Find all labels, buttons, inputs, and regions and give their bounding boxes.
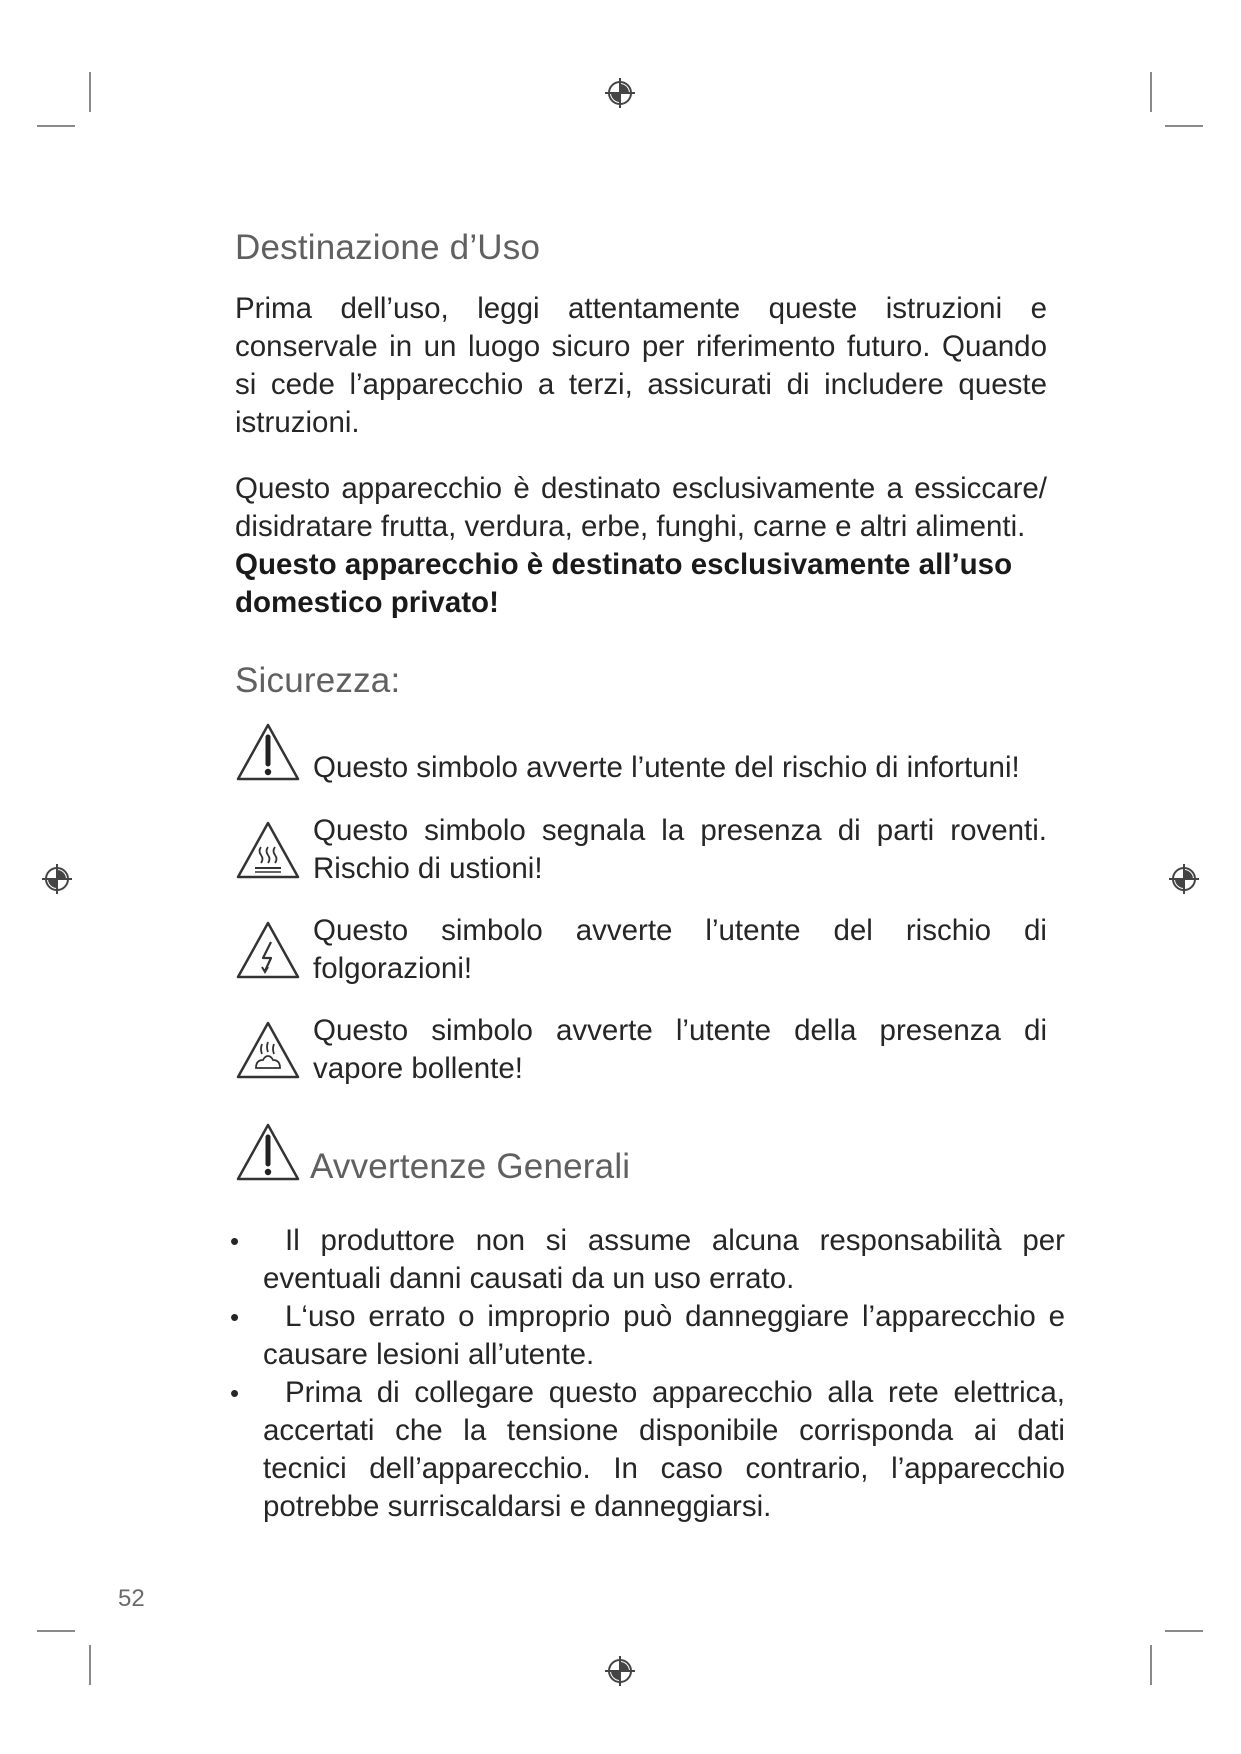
crop-mark [89,1645,91,1685]
registration-mark-icon [40,862,74,896]
crop-mark [89,72,91,112]
domestic-use-notice: Questo apparecchio è destinato esclusivamente all’uso domestico privato! [235,548,1013,619]
section-title-safety: Sicurezza: [235,661,401,700]
list-item [230,1222,1065,1298]
warning-text: Questo simbolo avverte l’utente del rischio di infortuni! [313,751,1020,784]
registration-mark-icon [603,76,637,110]
exclamation-warning-icon [235,722,301,782]
bullet-text: L‘uso errato o improprio può danneggiare l’apparecchio e causare lesioni all’utente. [263,1300,1065,1371]
warning-text: Questo simbolo segnala la presenza di parti roventi. Rischio di ustioni! [313,814,1047,885]
registration-mark-icon [603,1654,637,1688]
warning-text: Questo simbolo avverte l’utente del rischio di folgorazioni! [313,914,1047,985]
registration-mark-icon [1167,862,1201,896]
bullet-icon: • [230,1226,240,1256]
page-number: 52 [118,1585,145,1612]
list-item [230,1298,1065,1374]
section-title-general-warnings: Avvertenze Generali [310,1147,631,1186]
list-item [230,1374,1065,1526]
bullet-icon: • [230,1302,240,1332]
crop-mark [1165,125,1203,127]
electric-shock-warning-icon [235,920,301,980]
crop-mark [37,1630,75,1632]
crop-mark [1165,1630,1203,1632]
exclamation-warning-icon [235,1122,301,1182]
crop-mark [1150,72,1152,112]
intro-paragraph: Prima dell’uso, leggi attentamente queste istruzioni e conservale in un luogo sicuro per riferimento futuro. Quando si cede l’apparecchio a terzi, assicurati di includere queste istruzioni. [235,292,1047,439]
hot-steam-warning-icon [235,1020,301,1080]
bullet-text: Il produttore non si assume alcuna responsabilità per eventuali danni causati da un uso errato. [263,1224,1065,1295]
hot-surface-warning-icon [235,820,301,880]
bullet-text: Prima di collegare questo apparecchio alla rete elettrica, accertati che la tensione disponibile corrisponda ai dati tecnici dell’apparecchio. In caso contrario, l’apparecchio potrebbe surriscaldarsi e danneggiarsi. [263,1376,1065,1523]
bullet-icon: • [230,1378,240,1408]
crop-mark [1150,1645,1152,1685]
general-warnings-list [230,1222,1065,1526]
usage-paragraph: Questo apparecchio è destinato esclusivamente a essiccare/ disidratare frutta, verdura, erbe, funghi, carne e altri alimenti. [235,472,1047,543]
crop-mark [37,125,75,127]
warning-text: Questo simbolo avverte l’utente della presenza di vapore bollente! [313,1014,1047,1085]
section-title-intended-use: Destinazione d’Uso [235,228,541,267]
